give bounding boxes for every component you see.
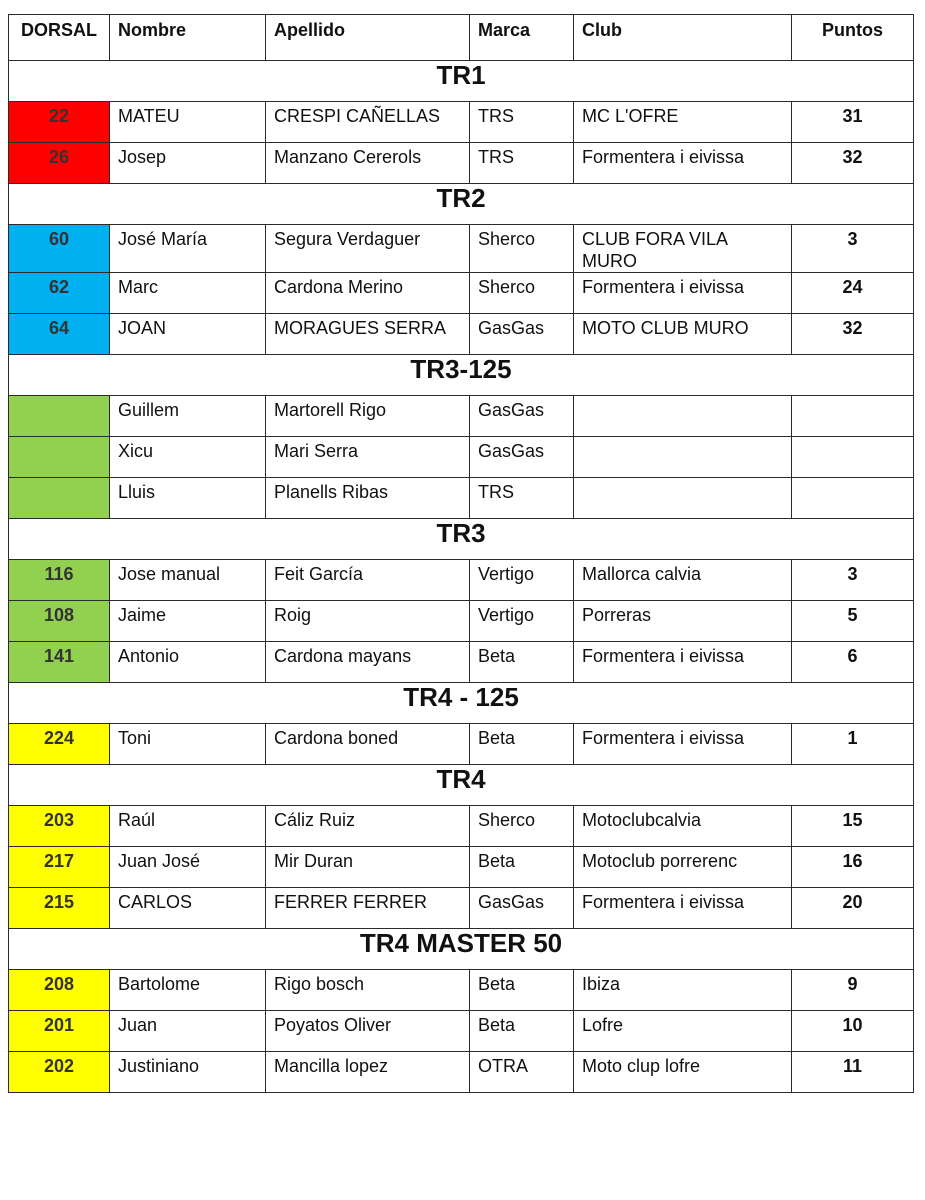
- cell-club: [574, 437, 792, 478]
- cell-marca: TRS: [470, 143, 574, 184]
- cell-nombre: Josep: [110, 143, 266, 184]
- cell-apellido: Segura Verdaguer: [266, 225, 470, 273]
- section-row: [9, 683, 914, 724]
- cell-marca: Vertigo: [470, 560, 574, 601]
- cell-club: CLUB FORA VILA MURO: [574, 225, 792, 273]
- cell-club: Formentera i eivissa: [574, 888, 792, 929]
- cell-dorsal: 224: [9, 724, 110, 765]
- header-club: Club: [574, 15, 792, 61]
- section-row: [9, 184, 914, 225]
- cell-dorsal: 60: [9, 225, 110, 273]
- cell-marca: Beta: [470, 724, 574, 765]
- cell-apellido: Cardona boned: [266, 724, 470, 765]
- cell-apellido: Manzano Cererols: [266, 143, 470, 184]
- cell-apellido: Martorell Rigo: [266, 396, 470, 437]
- cell-dorsal: [9, 396, 110, 437]
- header-puntos: Puntos: [792, 15, 914, 61]
- cell-marca: Sherco: [470, 225, 574, 273]
- cell-puntos: 32: [792, 314, 914, 355]
- cell-dorsal: 116: [9, 560, 110, 601]
- cell-puntos: 1: [792, 724, 914, 765]
- cell-marca: TRS: [470, 102, 574, 143]
- cell-marca: Sherco: [470, 806, 574, 847]
- rider-row: [9, 143, 914, 184]
- cell-marca: Beta: [470, 1011, 574, 1052]
- cell-club: MOTO CLUB MURO: [574, 314, 792, 355]
- cell-dorsal: 62: [9, 273, 110, 314]
- cell-nombre: Marc: [110, 273, 266, 314]
- section-row: [9, 355, 914, 396]
- cell-nombre: Jaime: [110, 601, 266, 642]
- header-nombre: Nombre: [110, 15, 266, 61]
- results-table: [8, 14, 914, 1093]
- cell-nombre: Raúl: [110, 806, 266, 847]
- cell-puntos: 24: [792, 273, 914, 314]
- section-row: [9, 61, 914, 102]
- rider-row: [9, 478, 914, 519]
- header-row: [9, 15, 914, 61]
- cell-dorsal: 26: [9, 143, 110, 184]
- cell-nombre: Antonio: [110, 642, 266, 683]
- rider-row: [9, 888, 914, 929]
- cell-dorsal: 202: [9, 1052, 110, 1093]
- section-row: [9, 765, 914, 806]
- section-title: TR2: [9, 184, 914, 225]
- cell-dorsal: [9, 478, 110, 519]
- cell-nombre: Lluis: [110, 478, 266, 519]
- cell-club: Ibiza: [574, 970, 792, 1011]
- cell-club: Lofre: [574, 1011, 792, 1052]
- cell-apellido: Poyatos Oliver: [266, 1011, 470, 1052]
- cell-club: Formentera i eivissa: [574, 273, 792, 314]
- rider-row: [9, 273, 914, 314]
- cell-puntos: 3: [792, 225, 914, 273]
- cell-nombre: CARLOS: [110, 888, 266, 929]
- results-body: [9, 61, 914, 1093]
- cell-club: Formentera i eivissa: [574, 642, 792, 683]
- cell-marca: GasGas: [470, 314, 574, 355]
- cell-marca: Sherco: [470, 273, 574, 314]
- cell-nombre: Juan José: [110, 847, 266, 888]
- section-title: TR3: [9, 519, 914, 560]
- cell-marca: Vertigo: [470, 601, 574, 642]
- section-title: TR3-125: [9, 355, 914, 396]
- cell-dorsal: 141: [9, 642, 110, 683]
- cell-puntos: [792, 437, 914, 478]
- cell-puntos: 16: [792, 847, 914, 888]
- cell-nombre: Bartolome: [110, 970, 266, 1011]
- header-marca: Marca: [470, 15, 574, 61]
- cell-apellido: Planells Ribas: [266, 478, 470, 519]
- cell-nombre: Jose manual: [110, 560, 266, 601]
- cell-club: MC L'OFRE: [574, 102, 792, 143]
- cell-apellido: Mir Duran: [266, 847, 470, 888]
- cell-dorsal: 215: [9, 888, 110, 929]
- cell-dorsal: 108: [9, 601, 110, 642]
- cell-puntos: 31: [792, 102, 914, 143]
- cell-dorsal: 217: [9, 847, 110, 888]
- cell-dorsal: 64: [9, 314, 110, 355]
- cell-puntos: 10: [792, 1011, 914, 1052]
- cell-club: [574, 478, 792, 519]
- rider-row: [9, 314, 914, 355]
- rider-row: [9, 560, 914, 601]
- cell-apellido: MORAGUES SERRA: [266, 314, 470, 355]
- cell-marca: GasGas: [470, 888, 574, 929]
- cell-apellido: Mancilla lopez: [266, 1052, 470, 1093]
- cell-puntos: 11: [792, 1052, 914, 1093]
- cell-nombre: José María: [110, 225, 266, 273]
- cell-puntos: 32: [792, 143, 914, 184]
- section-title: TR4 MASTER 50: [9, 929, 914, 970]
- cell-marca: TRS: [470, 478, 574, 519]
- cell-dorsal: 201: [9, 1011, 110, 1052]
- cell-marca: OTRA: [470, 1052, 574, 1093]
- cell-puntos: [792, 396, 914, 437]
- section-title: TR1: [9, 61, 914, 102]
- rider-row: [9, 396, 914, 437]
- cell-nombre: Justiniano: [110, 1052, 266, 1093]
- cell-apellido: Mari Serra: [266, 437, 470, 478]
- cell-apellido: Cardona Merino: [266, 273, 470, 314]
- cell-club: [574, 396, 792, 437]
- section-title: TR4 - 125: [9, 683, 914, 724]
- rider-row: [9, 601, 914, 642]
- rider-row: [9, 847, 914, 888]
- cell-club: Mallorca calvia: [574, 560, 792, 601]
- cell-nombre: Juan: [110, 1011, 266, 1052]
- cell-nombre: Xicu: [110, 437, 266, 478]
- cell-puntos: 20: [792, 888, 914, 929]
- cell-apellido: Rigo bosch: [266, 970, 470, 1011]
- cell-marca: GasGas: [470, 396, 574, 437]
- rider-row: [9, 1011, 914, 1052]
- rider-row: [9, 437, 914, 478]
- cell-dorsal: 22: [9, 102, 110, 143]
- cell-apellido: Roig: [266, 601, 470, 642]
- cell-puntos: 6: [792, 642, 914, 683]
- section-title: TR4: [9, 765, 914, 806]
- cell-marca: GasGas: [470, 437, 574, 478]
- cell-apellido: Cardona mayans: [266, 642, 470, 683]
- cell-marca: Beta: [470, 970, 574, 1011]
- cell-marca: Beta: [470, 642, 574, 683]
- cell-club: Formentera i eivissa: [574, 724, 792, 765]
- cell-nombre: JOAN: [110, 314, 266, 355]
- cell-apellido: FERRER FERRER: [266, 888, 470, 929]
- cell-dorsal: 208: [9, 970, 110, 1011]
- cell-puntos: 15: [792, 806, 914, 847]
- cell-puntos: 5: [792, 601, 914, 642]
- cell-puntos: 9: [792, 970, 914, 1011]
- section-row: [9, 929, 914, 970]
- section-row: [9, 519, 914, 560]
- cell-nombre: Toni: [110, 724, 266, 765]
- header-apellido: Apellido: [266, 15, 470, 61]
- rider-row: [9, 225, 914, 273]
- cell-nombre: MATEU: [110, 102, 266, 143]
- cell-club: Porreras: [574, 601, 792, 642]
- rider-row: [9, 102, 914, 143]
- cell-puntos: [792, 478, 914, 519]
- cell-club: Motoclub porrerenc: [574, 847, 792, 888]
- header-dorsal: DORSAL: [9, 15, 110, 61]
- rider-row: [9, 1052, 914, 1093]
- cell-marca: Beta: [470, 847, 574, 888]
- cell-club: Motoclubcalvia: [574, 806, 792, 847]
- rider-row: [9, 970, 914, 1011]
- rider-row: [9, 642, 914, 683]
- cell-dorsal: 203: [9, 806, 110, 847]
- rider-row: [9, 806, 914, 847]
- cell-nombre: Guillem: [110, 396, 266, 437]
- cell-dorsal: [9, 437, 110, 478]
- cell-apellido: CRESPI CAÑELLAS: [266, 102, 470, 143]
- cell-apellido: Feit García: [266, 560, 470, 601]
- cell-club: Moto clup lofre: [574, 1052, 792, 1093]
- cell-puntos: 3: [792, 560, 914, 601]
- cell-club: Formentera i eivissa: [574, 143, 792, 184]
- cell-apellido: Cáliz Ruiz: [266, 806, 470, 847]
- rider-row: [9, 724, 914, 765]
